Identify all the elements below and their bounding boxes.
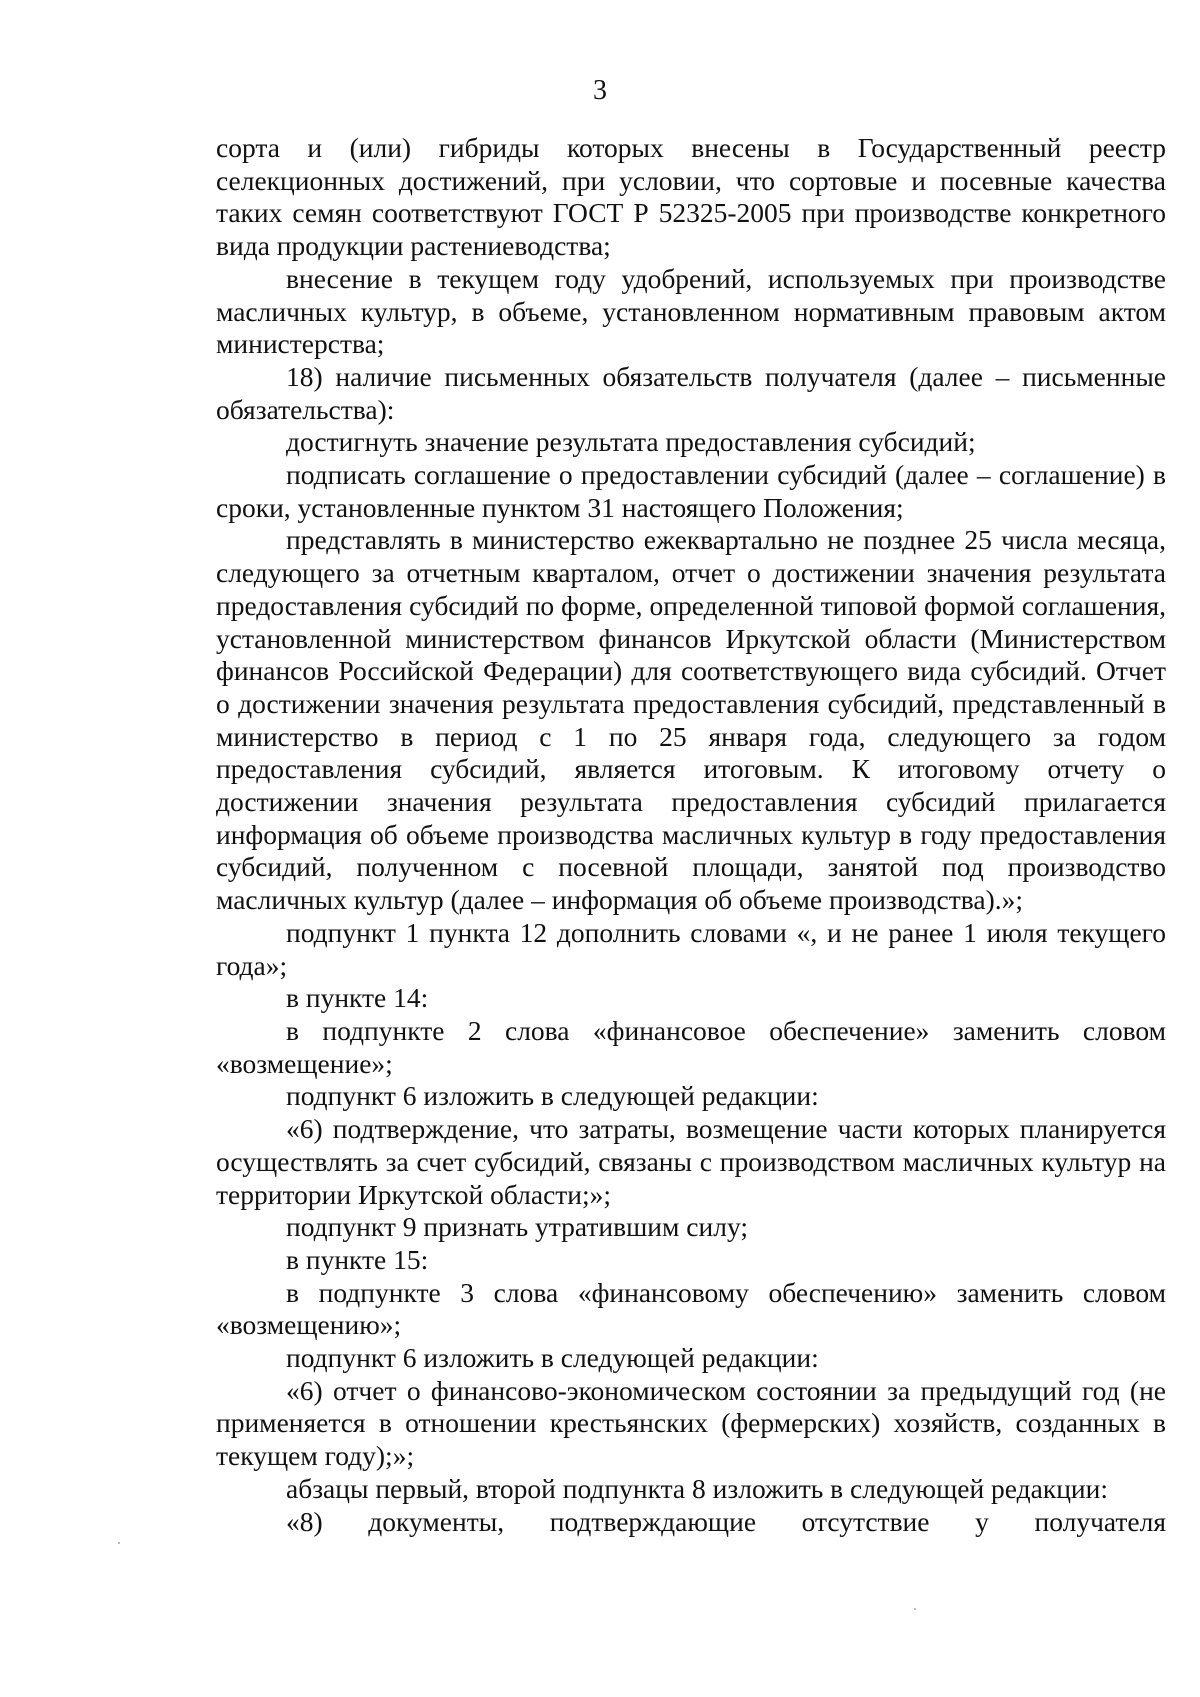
paragraph: в пункте 14: xyxy=(286,982,429,1014)
scan-speck xyxy=(118,1542,120,1544)
page-number: 3 xyxy=(593,75,607,106)
document-body xyxy=(216,132,1166,1538)
paragraph: подпункт 1 пункта 12 дополнить словами «, и не ранее 1 июля текущего года»; xyxy=(216,916,1166,981)
paragraph: представлять в министерство ежеквартально не позднее 25 числа месяца, следующего за отчетным кварталом, отчет о достижении значения результата предоставления субсидий по форме, определенной типовой формой соглашения, установленной министерством финансов Иркутской области (Министерством финансов Российской Федерации) для соответствующего вида субсидий. Отчет о достижении значения результата предоставления субсидий, представленный в министерство в период с 1 по 25 января года, следующего за годом предоставления субсидий, является итоговым. К итоговому отчету о достижении значения результата предоставления субсидий прилагается информация об объеме производства масличных культур в году предоставления субсидий, полученном с посевной площади, занятой под производство масличных культур (далее – информация об объеме производства).»; xyxy=(216,524,1166,916)
paragraph: подпункт 9 признать утратившим силу; xyxy=(286,1211,748,1243)
paragraph: в подпункте 2 слова «финансовое обеспечение» заменить словом «возмещение»; xyxy=(216,1014,1166,1079)
paragraph: в пункте 15: xyxy=(286,1243,429,1275)
paragraph: подпункт 6 изложить в следующей редакции: xyxy=(286,1342,819,1374)
scan-speck xyxy=(914,1608,916,1610)
paragraph: подпункт 6 изложить в следующей редакции: xyxy=(286,1080,819,1112)
paragraph: в подпункте 3 слова «финансовому обеспечению» заменить словом «возмещению»; xyxy=(216,1276,1166,1341)
paragraph: подписать соглашение о предоставлении субсидий (далее – соглашение) в сроки, установленные пунктом 31 настоящего Положения; xyxy=(216,459,1166,523)
paragraph: «8) документы, подтверждающие отсутствие у получателя xyxy=(286,1505,1166,1537)
paragraph: сорта и (или) гибриды которых внесены в Государственный реестр селекционных достижений, при условии, что сортовые и посевные качества таких семян соответствуют ГОСТ Р 52325-2005 при производстве конкретного вида продукции растениеводства; xyxy=(216,132,1166,262)
paragraph: 18) наличие письменных обязательств получателя (далее – письменные обязательства): xyxy=(216,360,1166,425)
paragraph: внесение в текущем году удобрений, используемых при производстве масличных культур, в объеме, установленном нормативным правовым актом министерства; xyxy=(216,262,1166,360)
paragraph: «6) подтверждение, что затраты, возмещение части которых планируется осуществлять за счет субсидий, связаны с производством масличных культур на территории Иркутской области;»; xyxy=(216,1113,1166,1210)
paragraph: абзацы первый, второй подпункта 8 изложить в следующей редакции: xyxy=(286,1472,1108,1504)
paragraph: «6) отчет о финансово-экономическом состоянии за предыдущий год (не применяется в отношении крестьянских (фермерских) хозяйств, созданных в текущем году);»; xyxy=(216,1374,1166,1472)
paragraph: достигнуть значение результата предоставления субсидий; xyxy=(286,426,976,458)
